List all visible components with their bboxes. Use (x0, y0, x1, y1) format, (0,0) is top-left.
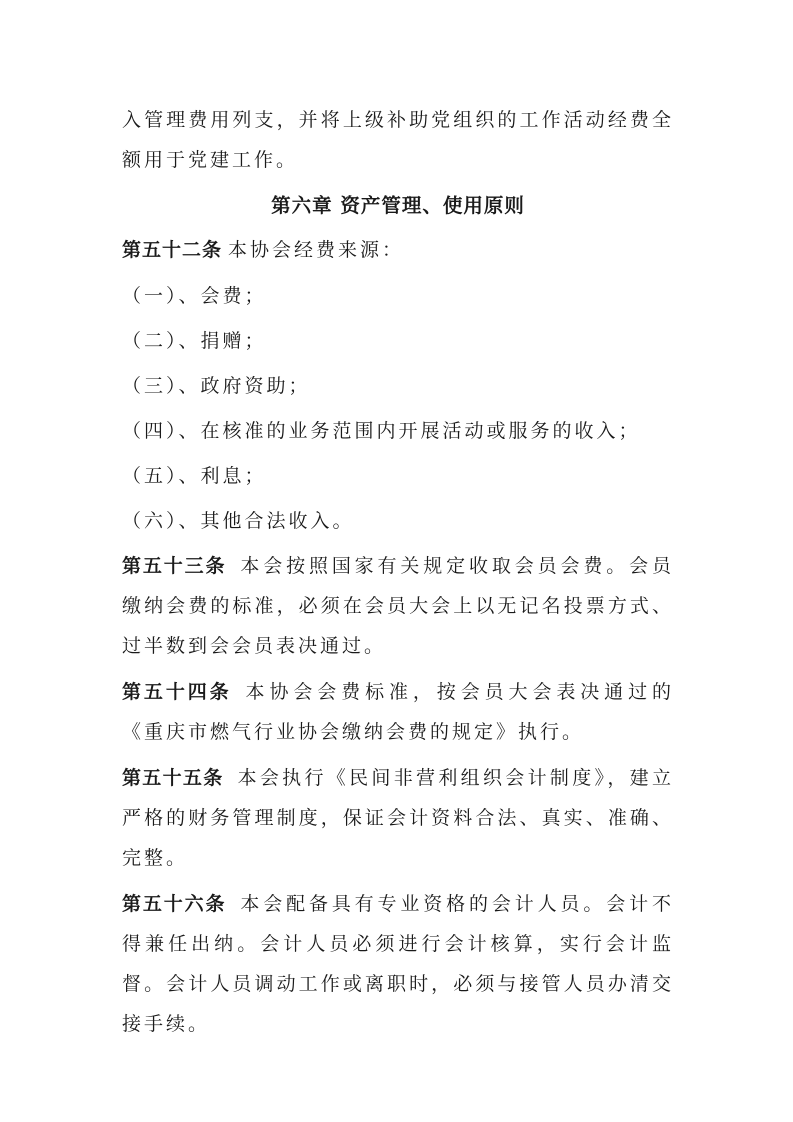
list-item: （三）、政府资助； (122, 375, 311, 397)
article-text: 本会执行《民间非营利组织会计制度》，建立严格的财务管理制度，保证会计资料合法、真实、准确、完整。 (122, 767, 674, 869)
article-text: 本协会会费标准，按会员大会表决通过的《重庆市燃气行业协会缴纳会费的规定》执行。 (122, 681, 674, 743)
list-item: （一）、会费； (122, 285, 267, 307)
article-number: 第五十三条 (122, 555, 227, 577)
article-54 (122, 672, 674, 752)
list-item: （二）、捐赠； (122, 330, 267, 352)
article-53 (122, 546, 674, 666)
list-item: （五）、利息； (122, 465, 267, 487)
article-number: 第五十二条 (122, 239, 223, 261)
article-56 (122, 884, 674, 1044)
article-number: 第五十六条 (122, 893, 227, 915)
article-number: 第五十四条 (122, 681, 232, 703)
continuation-paragraph: 入管理费用列支，并将上级补助党组织的工作活动经费全额用于党建工作。 (122, 109, 674, 171)
list-item: （四）、在核准的业务范围内开展活动或服务的收入； (122, 420, 641, 442)
list-item: （六）、其他合法收入。 (122, 510, 355, 532)
article-text: 本会配备具有专业资格的会计人员。会计不得兼任出纳。会计人员必须进行会计核算，实行会计监督。会计人员调动工作或离职时，必须与接管人员办清交接手续。 (122, 893, 674, 1035)
article-55 (122, 758, 674, 878)
article-text: 本协会经费来源： (228, 239, 405, 261)
document-body (122, 100, 674, 1050)
chapter-title: 第六章 资产管理、使用原则 (271, 194, 525, 217)
article-number: 第五十五条 (122, 767, 224, 789)
article-text: 本会按照国家有关规定收取会员会费。会员缴纳会费的标准，必须在会员大会上以无记名投票方式、过半数到会会员表决通过。 (122, 555, 674, 657)
article-52 (122, 230, 674, 270)
